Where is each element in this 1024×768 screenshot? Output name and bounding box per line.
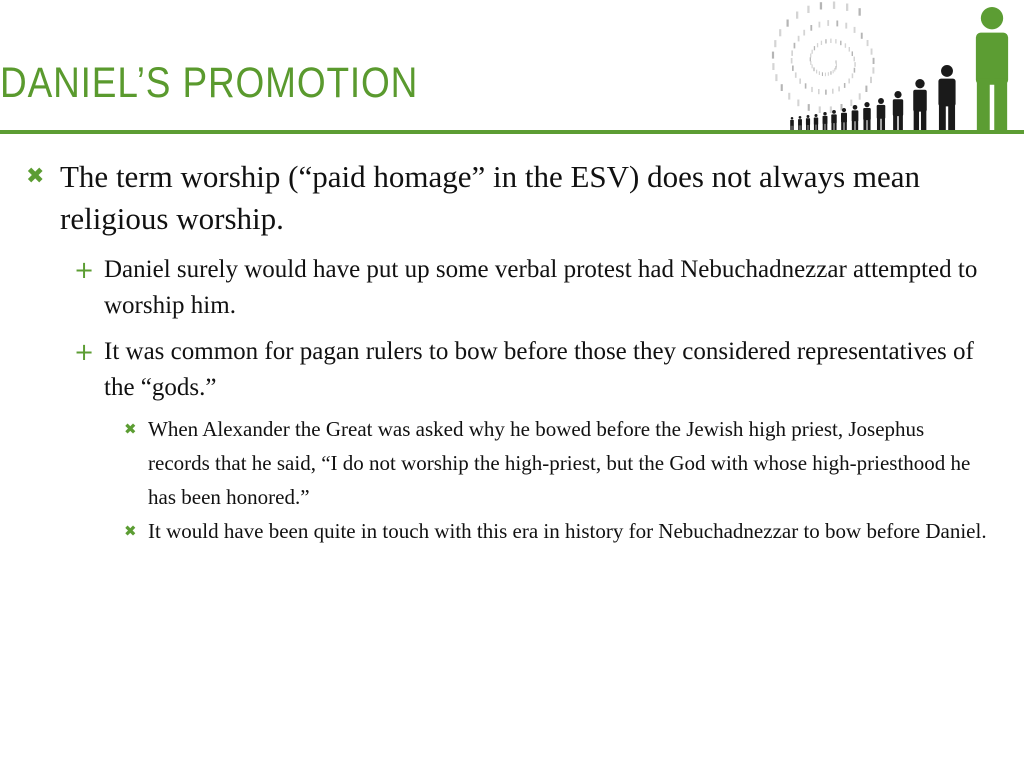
bullet-text: It was common for pagan rulers to bow before those they considered representatives of the “gods.”	[104, 338, 974, 401]
bullet-text: Daniel surely would have put up some verbal protest had Nebuchadnezzar attempted to worship him.	[104, 256, 978, 319]
bullet-text: It would have been quite in touch with this era in history for Nebuchadnezzar to bow before Daniel.	[148, 519, 987, 543]
plus-bullet-icon: +	[74, 338, 95, 366]
x-bullet-icon: ✖	[124, 522, 137, 540]
slide-title: DANIEL’S PROMOTION	[0, 59, 419, 107]
bullet-item-5	[124, 514, 988, 548]
bullet-item-1	[26, 156, 980, 240]
x-bullet-icon: ✖	[26, 164, 45, 189]
plus-bullet-icon: +	[74, 256, 95, 284]
x-bullet-icon: ✖	[124, 420, 137, 438]
bullet-text: The term worship (“paid homage” in the ESV) does not always mean religious worship.	[60, 159, 921, 236]
bullet-item-2	[74, 252, 994, 324]
bullet-item-3	[74, 334, 994, 406]
bullet-item-4	[124, 412, 988, 514]
bullet-text: When Alexander the Great was asked why he bowed before the Jewish high priest, Josephus records that he said, “I do not worship the high-priest, but the God with whose high-priesthood he has been honored.”	[148, 417, 971, 509]
